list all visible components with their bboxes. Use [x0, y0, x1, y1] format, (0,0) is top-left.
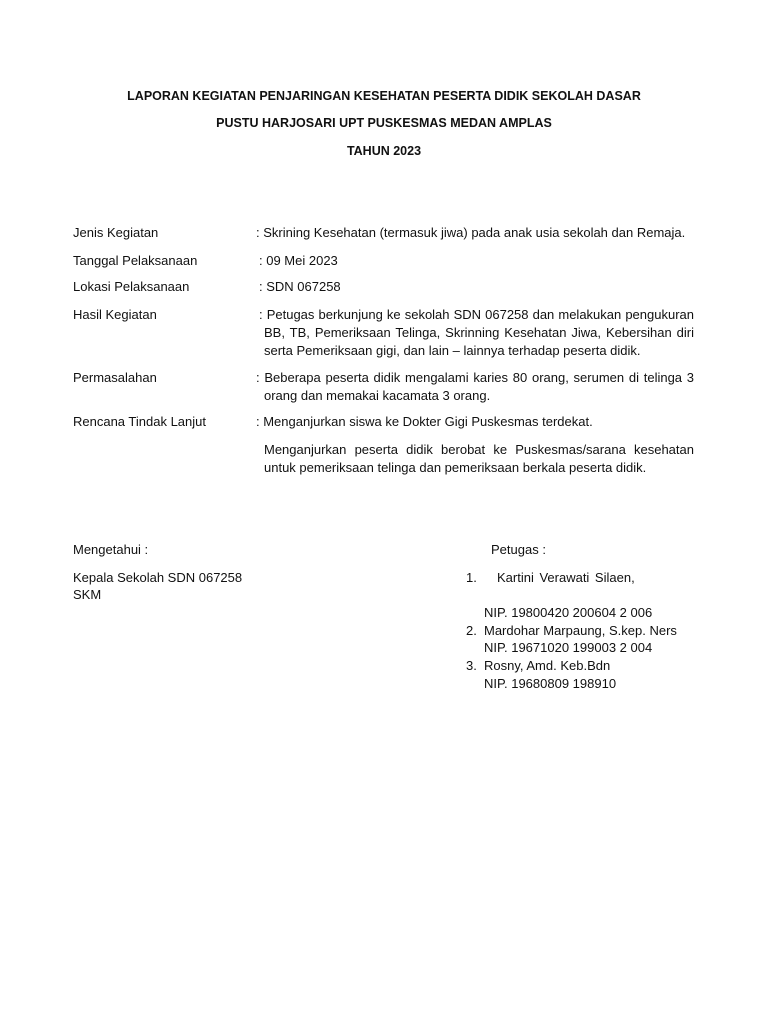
officer-number: 3.: [466, 658, 477, 673]
officer-name: Rosny, Amd. Keb.Bdn: [484, 658, 611, 673]
hasil-line: serta Pemeriksaan gigi, dan lain – lainnya terhadap peserta didik.: [264, 343, 641, 358]
rencana-text: [264, 441, 694, 477]
petugas-heading: Petugas :: [491, 542, 546, 557]
report-title: LAPORAN KEGIATAN PENJARINGAN KESEHATAN PESERTA DIDIK SEKOLAH DASAR: [127, 89, 641, 103]
lokasi-value: : SDN 067258: [259, 279, 341, 294]
officer-number: 2.: [466, 623, 477, 638]
tanggal-value: : 09 Mei 2023: [259, 253, 338, 268]
jenis-kegiatan-label: Jenis Kegiatan: [73, 225, 159, 240]
lokasi-label: Lokasi Pelaksanaan: [73, 279, 190, 294]
hasil-kegiatan-text: [259, 306, 694, 324]
tanggal-label: Tanggal Pelaksanaan: [73, 253, 198, 268]
officer-nip: NIP. 19680809 198910: [484, 676, 617, 691]
hasil-line: : Petugas berkunjung ke sekolah SDN 067258 dan melakukan pengukuran: [259, 307, 694, 322]
rencana-value: : Menganjurkan siswa ke Dokter Gigi Puskesmas terdekat.: [256, 414, 593, 429]
kepala-sekolah-name: SKM: [73, 587, 102, 602]
officer-nip: NIP. 19800420 200604 2 006: [484, 605, 653, 620]
hasil-line: BB, TB, Pemeriksaan Telinga, Skrinning Kesehatan Jiwa, Kebersihan diri: [264, 325, 694, 340]
rencana-line: Menganjurkan peserta didik berobat ke Puskesmas/sarana kesehatan: [264, 442, 694, 457]
permasalahan-text: [256, 369, 694, 387]
permasalahan-label: Permasalahan: [73, 370, 157, 385]
officer-nip: NIP. 19671020 199003 2 004: [484, 640, 653, 655]
report-year: TAHUN 2023: [346, 144, 422, 158]
hasil-kegiatan-text-cont: [264, 324, 694, 360]
hasil-kegiatan-label: Hasil Kegiatan: [73, 307, 157, 322]
rencana-label: Rencana Tindak Lanjut: [73, 414, 206, 429]
jenis-kegiatan-value: : Skrining Kesehatan (termasuk jiwa) pada anak usia sekolah dan Remaja.: [256, 225, 686, 240]
mengetahui-heading: Mengetahui :: [73, 542, 149, 557]
kepala-sekolah-title: Kepala Sekolah SDN 067258: [73, 570, 243, 585]
officer-name: Mardohar Marpaung, S.kep. Ners: [484, 623, 677, 638]
officer-name: Kartini Verawati Silaen,: [497, 570, 635, 585]
permasalahan-text-cont: [264, 387, 694, 405]
permasalahan-line: orang dan memakai kacamata 3 orang.: [264, 388, 491, 403]
rencana-line: untuk pemeriksaan telinga dan pemeriksaan berkala peserta didik.: [264, 460, 647, 475]
officer-number: 1.: [466, 570, 477, 585]
permasalahan-line: : Beberapa peserta didik mengalami karies 80 orang, serumen di telinga 3: [256, 370, 694, 385]
report-subtitle: PUSTU HARJOSARI UPT PUSKESMAS MEDAN AMPLAS: [216, 116, 552, 130]
